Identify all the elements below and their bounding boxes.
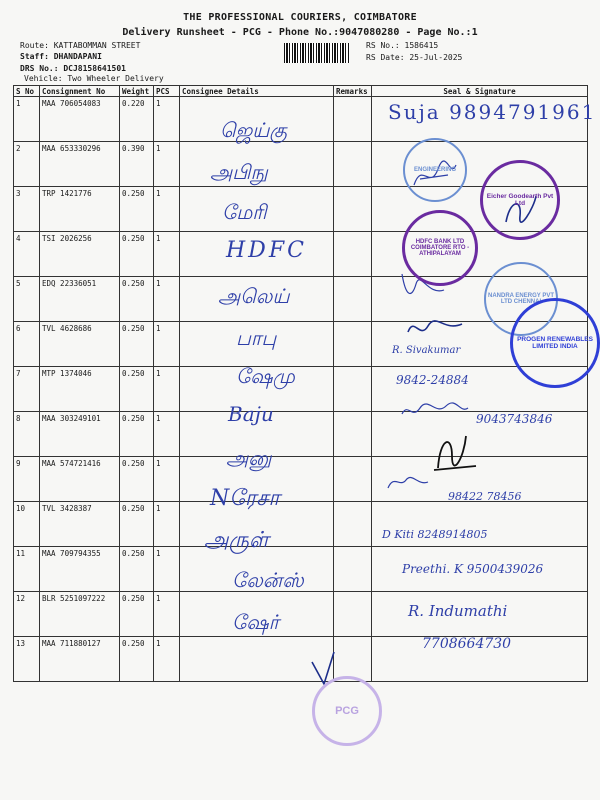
cell-signature [372, 232, 588, 277]
handwritten-signature-7a: R. Sivakumar [392, 345, 461, 356]
cell-consignment: TRP 1421776 [40, 187, 120, 232]
cell-consignment: TVL 3428387 [40, 502, 120, 547]
cell-consignment: EDQ 22336051 [40, 277, 120, 322]
cell-pcs: 1 [154, 97, 180, 142]
table-row [14, 547, 588, 592]
handwritten-consignee-3: மேரி [222, 200, 267, 224]
cell-remarks [334, 187, 372, 232]
cell-signature [372, 277, 588, 322]
cell-sno: 2 [14, 142, 40, 187]
cell-pcs: 1 [154, 277, 180, 322]
handwritten-signature-12: Preethi. K 9500439026 [402, 562, 544, 576]
cell-consignment: MAA 709794355 [40, 547, 120, 592]
cell-signature [372, 367, 588, 412]
energy-seal: NANDRA ENERGY PVT LTD CHENNAI [484, 262, 558, 336]
cell-consignee [180, 187, 334, 232]
progen-seal: PROGEN RENEWABLES LIMITED INDIA [510, 298, 600, 388]
table-row [14, 592, 588, 637]
cell-remarks [334, 232, 372, 277]
cell-signature [372, 502, 588, 547]
table-row [14, 232, 588, 277]
cell-weight: 0.250 [120, 232, 154, 277]
cell-pcs: 1 [154, 547, 180, 592]
cell-remarks [334, 277, 372, 322]
handwritten-signature-1: Suja 9894791961 [388, 100, 597, 124]
cell-pcs: 1 [154, 592, 180, 637]
handwritten-consignee-1: ஜெய்கு [220, 118, 288, 142]
cell-weight: 0.250 [120, 457, 154, 502]
engineering-seal: ENGINEERING [403, 138, 467, 202]
cell-weight: 0.250 [120, 322, 154, 367]
cell-consignment: MAA 303249101 [40, 412, 120, 457]
cell-consignee [180, 547, 334, 592]
cell-pcs: 1 [154, 457, 180, 502]
col-header-consignee: Consignee Details [180, 86, 334, 97]
cell-sno: 9 [14, 457, 40, 502]
handwritten-consignee-13: ஷேர் [232, 610, 280, 634]
handwritten-signature-7b: 9842-24884 [396, 373, 469, 387]
table-row [14, 277, 588, 322]
vehicle-info: Vehicle: Two Wheeler Delivery [24, 74, 164, 83]
cell-consignment: MAA 711880127 [40, 637, 120, 682]
cell-sno: 3 [14, 187, 40, 232]
runsheet-table [13, 85, 588, 682]
col-header-sno: S No [14, 86, 40, 97]
handwritten-signature-13b: 7708664730 [422, 636, 512, 652]
cell-sno: 12 [14, 592, 40, 637]
cell-signature [372, 97, 588, 142]
handwritten-consignee-10: Nரேசா [210, 486, 280, 511]
cell-sno: 1 [14, 97, 40, 142]
cell-remarks [334, 637, 372, 682]
route-info: Route: KATTABOMMAN STREET [20, 41, 141, 50]
cell-pcs: 1 [154, 637, 180, 682]
cell-consignee [180, 97, 334, 142]
cell-signature [372, 457, 588, 502]
cell-consignee [180, 592, 334, 637]
cell-consignment: MTP 1374046 [40, 367, 120, 412]
cell-remarks [334, 592, 372, 637]
table-row [14, 502, 588, 547]
pcg-seal: PCG [312, 676, 382, 746]
table-header-row [14, 86, 588, 97]
cell-weight: 0.390 [120, 142, 154, 187]
handwritten-consignee-11: அருள் [204, 528, 269, 553]
cell-weight: 0.250 [120, 547, 154, 592]
rs-date: RS Date: 25-Jul-2025 [366, 53, 463, 62]
handwritten-consignee-12: லேன்ஸ் [232, 568, 304, 592]
cell-consignee [180, 142, 334, 187]
cell-remarks [334, 502, 372, 547]
table-row [14, 412, 588, 457]
staff-info: Staff: DHANDAPANI [20, 52, 102, 61]
cell-weight: 0.250 [120, 277, 154, 322]
handwritten-consignee-5: அலெய் [218, 284, 290, 308]
handwritten-consignee-8: Baju [228, 402, 274, 426]
cell-consignee [180, 322, 334, 367]
cell-sno: 6 [14, 322, 40, 367]
cell-sno: 7 [14, 367, 40, 412]
cell-signature [372, 412, 588, 457]
col-header-signature: Seal & Signature [372, 86, 588, 97]
col-header-remarks: Remarks [334, 86, 372, 97]
col-header-pcs: PCS [154, 86, 180, 97]
col-header-consignment: Consignment No [40, 86, 120, 97]
cell-pcs: 1 [154, 142, 180, 187]
table-row [14, 142, 588, 187]
cell-consignee [180, 502, 334, 547]
table-row [14, 367, 588, 412]
handwritten-consignee-6: பாபு [236, 326, 277, 350]
cell-signature [372, 187, 588, 232]
cell-signature [372, 322, 588, 367]
cell-consignment: BLR 5251097222 [40, 592, 120, 637]
hdfc-seal: HDFC BANK LTD COIMBATORE RTO - ATHIPALAYAM [402, 210, 478, 286]
handwritten-consignee-4: HDFC [226, 238, 307, 263]
rs-number: RS No.: 1586415 [366, 41, 439, 50]
cell-weight: 0.250 [120, 637, 154, 682]
table-row [14, 187, 588, 232]
handwritten-signature-11: D Kiti 8248914805 [382, 528, 488, 541]
cell-weight: 0.250 [120, 367, 154, 412]
cell-signature [372, 637, 588, 682]
cell-remarks [334, 412, 372, 457]
cell-sno: 11 [14, 547, 40, 592]
handwritten-signature-8: 9043743846 [476, 412, 553, 426]
handwritten-consignee-9: அனு [226, 446, 272, 470]
runsheet-subtitle: Delivery Runsheet - PCG - Phone No.:9047080280 - Page No.:1 [122, 27, 478, 38]
col-header-weight: Weight [120, 86, 154, 97]
table-row [14, 97, 588, 142]
cell-remarks [334, 97, 372, 142]
cell-pcs: 1 [154, 232, 180, 277]
cell-consignee [180, 232, 334, 277]
cell-remarks [334, 322, 372, 367]
cell-remarks [334, 547, 372, 592]
cell-consignee [180, 457, 334, 502]
cell-consignment: TVL 4628686 [40, 322, 120, 367]
cell-consignment: MAA 653330296 [40, 142, 120, 187]
drs-number: DRS No.: DCJ8158641501 [20, 64, 126, 73]
cell-signature [372, 592, 588, 637]
cell-consignee [180, 412, 334, 457]
cell-consignee [180, 277, 334, 322]
handwritten-signature-10: 98422 78456 [448, 490, 522, 503]
cell-pcs: 1 [154, 187, 180, 232]
cell-consignment: MAA 574721416 [40, 457, 120, 502]
barcode [284, 43, 350, 63]
cell-weight: 0.250 [120, 592, 154, 637]
cell-sno: 4 [14, 232, 40, 277]
cell-sno: 8 [14, 412, 40, 457]
cell-remarks [334, 142, 372, 187]
cell-consignment: TSI 2026256 [40, 232, 120, 277]
cell-remarks [334, 367, 372, 412]
cell-consignee [180, 367, 334, 412]
table-row [14, 637, 588, 682]
cell-weight: 0.220 [120, 97, 154, 142]
cell-sno: 5 [14, 277, 40, 322]
cell-signature [372, 547, 588, 592]
cell-consignment: MAA 706054083 [40, 97, 120, 142]
cell-pcs: 1 [154, 412, 180, 457]
cell-signature [372, 142, 588, 187]
cell-weight: 0.250 [120, 502, 154, 547]
cell-sno: 10 [14, 502, 40, 547]
handwritten-consignee-2: அபிநு [210, 160, 268, 184]
table-row [14, 322, 588, 367]
cell-pcs: 1 [154, 367, 180, 412]
cell-pcs: 1 [154, 502, 180, 547]
handwritten-consignee-7: ஷேமு [236, 364, 295, 388]
table-row [14, 457, 588, 502]
cell-consignee [180, 637, 334, 682]
handwritten-signature-13a: R. Indumathi [408, 602, 508, 620]
eicher-seal: Eicher Goodearth Pvt Ltd [480, 160, 560, 240]
cell-sno: 13 [14, 637, 40, 682]
cell-pcs: 1 [154, 322, 180, 367]
cell-weight: 0.250 [120, 412, 154, 457]
cell-weight: 0.250 [120, 187, 154, 232]
cell-remarks [334, 457, 372, 502]
company-title: THE PROFESSIONAL COURIERS, COIMBATORE [183, 12, 417, 23]
